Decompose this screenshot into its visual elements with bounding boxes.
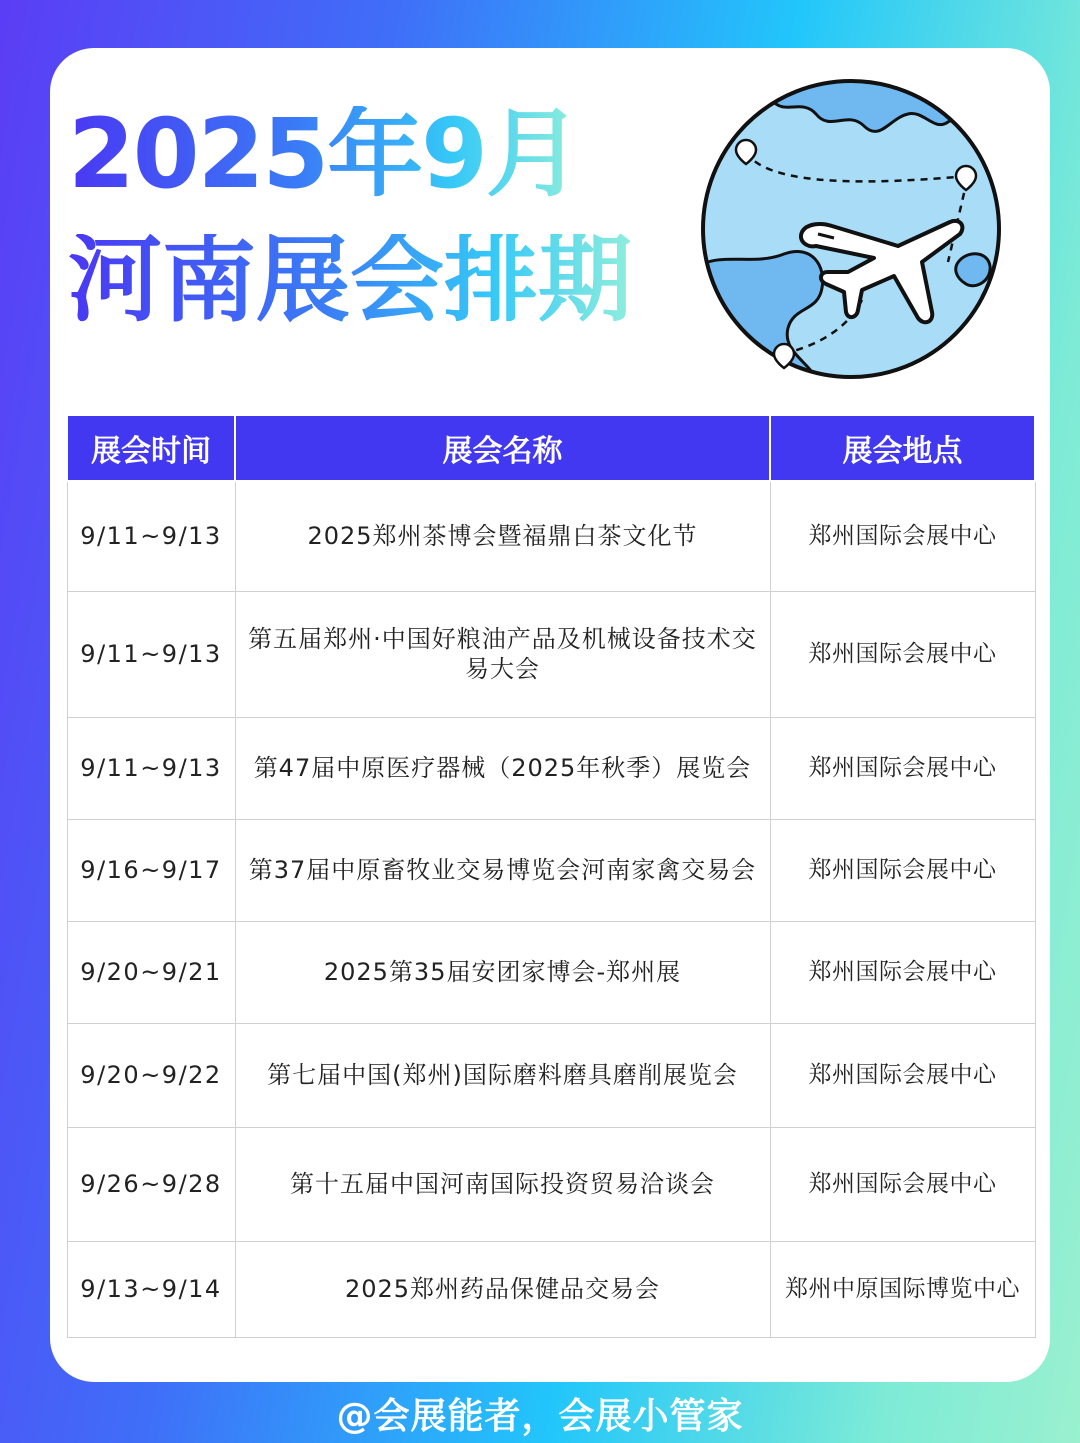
- header-name: 展会名称: [235, 415, 770, 481]
- cell-name: 第37届中原畜牧业交易博览会河南家禽交易会: [235, 819, 770, 921]
- table-row: [67, 1023, 1035, 1127]
- cell-venue: 郑州国际会展中心: [770, 819, 1035, 921]
- cell-venue: 郑州国际会展中心: [770, 1023, 1035, 1127]
- cell-name: 第十五届中国河南国际投资贸易洽谈会: [235, 1127, 770, 1241]
- cell-name: 第47届中原医疗器械（2025年秋季）展览会: [235, 717, 770, 819]
- cell-date: 9/11~9/13: [67, 591, 235, 717]
- cell-venue: 郑州国际会展中心: [770, 921, 1035, 1023]
- table-row: [67, 1241, 1035, 1337]
- cell-date: 9/11~9/13: [67, 481, 235, 591]
- cell-date: 9/13~9/14: [67, 1241, 235, 1337]
- cell-name: 2025第35届安团家博会-郑州展: [235, 921, 770, 1023]
- footer-credit: @会展能者，会展小管家: [336, 1396, 744, 1437]
- cell-date: 9/20~9/21: [67, 921, 235, 1023]
- header-venue: 展会地点: [770, 415, 1035, 481]
- title-line-2: 河南展会排期: [68, 226, 633, 335]
- cell-venue: 郑州国际会展中心: [770, 717, 1035, 819]
- table-row: [67, 819, 1035, 921]
- cell-date: 9/16~9/17: [67, 819, 235, 921]
- cell-name: 2025郑州茶博会暨福鼎白茶文化节: [235, 481, 770, 591]
- cell-venue: 郑州国际会展中心: [770, 481, 1035, 591]
- cell-name: 2025郑州药品保健品交易会: [235, 1241, 770, 1337]
- cell-date: 9/26~9/28: [67, 1127, 235, 1241]
- table-row: [67, 921, 1035, 1023]
- title-line-1: 2025年9月: [68, 98, 580, 210]
- cell-venue: 郑州国际会展中心: [770, 1127, 1035, 1241]
- table-row: [67, 717, 1035, 819]
- table-row: [67, 1127, 1035, 1241]
- table-row: [67, 481, 1035, 591]
- cell-venue: 郑州中原国际博览中心: [770, 1241, 1035, 1337]
- content-card: [50, 48, 1050, 1382]
- cell-name: 第七届中国(郑州)国际磨料磨具磨削展览会: [235, 1023, 770, 1127]
- globe-airplane-icon: [698, 76, 1004, 382]
- header-date: 展会时间: [67, 415, 235, 481]
- cell-name: 第五届郑州·中国好粮油产品及机械设备技术交易大会: [235, 591, 770, 717]
- cell-venue: 郑州国际会展中心: [770, 591, 1035, 717]
- cell-date: 9/11~9/13: [67, 717, 235, 819]
- table-header-row: [67, 415, 1035, 481]
- cell-date: 9/20~9/22: [67, 1023, 235, 1127]
- table-row: [67, 591, 1035, 717]
- exhibition-table: [66, 414, 1036, 1338]
